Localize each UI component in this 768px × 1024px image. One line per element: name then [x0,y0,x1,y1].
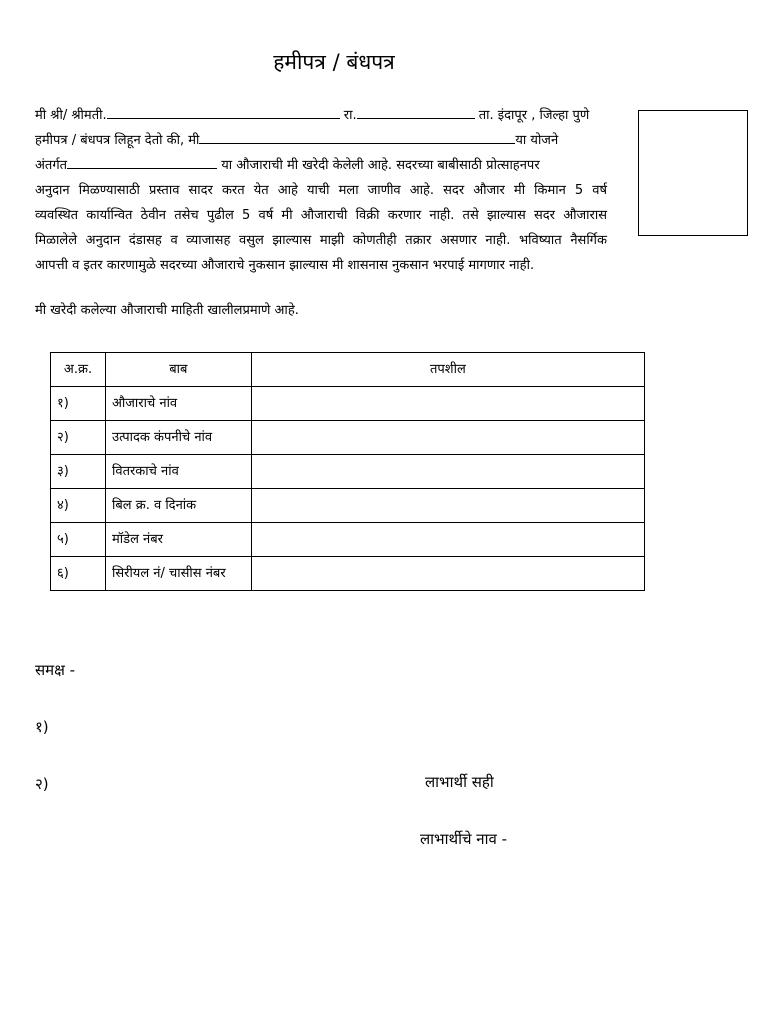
paragraph-line-3-text: या औजाराची मी खरेदी केलेली आहे. सदरच्या बाबीसाठी प्रोत्साहनपर [217,158,540,173]
row-item: बिल क्र. व दिनांक [105,489,251,523]
row-detail-cell[interactable] [251,421,644,455]
witness-label: समक्ष - [35,661,76,679]
witness-two: २) [35,775,49,793]
declarant-blank[interactable] [199,129,515,144]
row-number: २) [51,421,106,455]
row-detail-cell[interactable] [251,455,644,489]
paragraph-line-4: अनुदान मिळण्यासाठी प्रस्ताव सादर करत येत आहे याची मला जाणीव आहे. सदर औजार मी किमान 5 वर्ष [35,183,607,198]
row-detail-cell[interactable] [251,387,644,421]
table-row [51,455,645,489]
taluka-district-text: ता. इंदापूर , जिल्हा पुणे [474,108,590,123]
row-detail-cell[interactable] [251,523,644,557]
row-number: ५) [51,523,106,557]
equipment-details-table [50,352,645,591]
row-number: ६) [51,557,106,591]
paragraph-line-6: मिळालेले अनुदान दंडासह व व्याजासह वसुल झाल्यास माझी कोणतीही तक्रार असणार नाही. भविष्यात नैसर्गिक [35,233,607,248]
scheme-name-blank[interactable] [67,154,217,169]
row-number: ३) [51,455,106,489]
beneficiary-name-label: लाभार्थीचे नाव - [420,830,507,848]
row-item: औजाराचे नांव [105,387,251,421]
document-title: हमीपत्र / बंधपत्र [273,50,395,74]
table-row [51,421,645,455]
photo-box [638,110,748,236]
row-item: वितरकाचे नांव [105,455,251,489]
row-item: उत्पादक कंपनीचे नांव [105,421,251,455]
paragraph-line-7: आपत्ती व इतर कारणामुळे सदरच्या औजाराचे नुकसान झाल्यास मी शासनास नुकसान भरपाई मागणार नाही. [35,258,535,273]
name-blank[interactable] [107,104,340,119]
paragraph-line-5: व्यवस्थित कार्यान्वित ठेवीन तसेच पुढील 5 वर्ष मी औजाराची विक्री करणार नाही. तसे झाल्यास सदर औजारास [35,208,607,223]
table-header-row [51,353,645,387]
row-detail-cell[interactable] [251,557,644,591]
table-row [51,557,645,591]
paragraph-line-1 [35,103,607,128]
table-row [51,523,645,557]
witness-one: १) [35,718,49,736]
paragraph-line-3 [35,153,607,178]
table-row [51,387,645,421]
header-details: तपशील [251,353,644,387]
residence-label: रा. [339,108,357,123]
row-number: १) [51,387,106,421]
row-item: मॉडेल नंबर [105,523,251,557]
under-label: अंतर्गत [35,158,68,173]
declaration-paragraph [35,103,607,278]
table-intro-text: मी खरेदी कलेल्या औजाराची माहिती खालीलप्रमाणे आहे. [35,303,299,318]
declaration-lead-text: हमीपत्र / बंधपत्र लिहून देतो की, मी [35,133,200,148]
residence-blank[interactable] [357,104,475,119]
row-item: सिरीयल नं/ चासीस नंबर [105,557,251,591]
scheme-label: या योजने [515,133,559,148]
paragraph-line-2 [35,128,607,153]
row-number: ४) [51,489,106,523]
name-label: मी श्री/ श्रीमती. [35,108,107,123]
beneficiary-signature-label: लाभार्थी सही [425,773,494,791]
table-row [51,489,645,523]
header-item: बाब [105,353,251,387]
row-detail-cell[interactable] [251,489,644,523]
header-serial-no: अ.क्र. [51,353,106,387]
